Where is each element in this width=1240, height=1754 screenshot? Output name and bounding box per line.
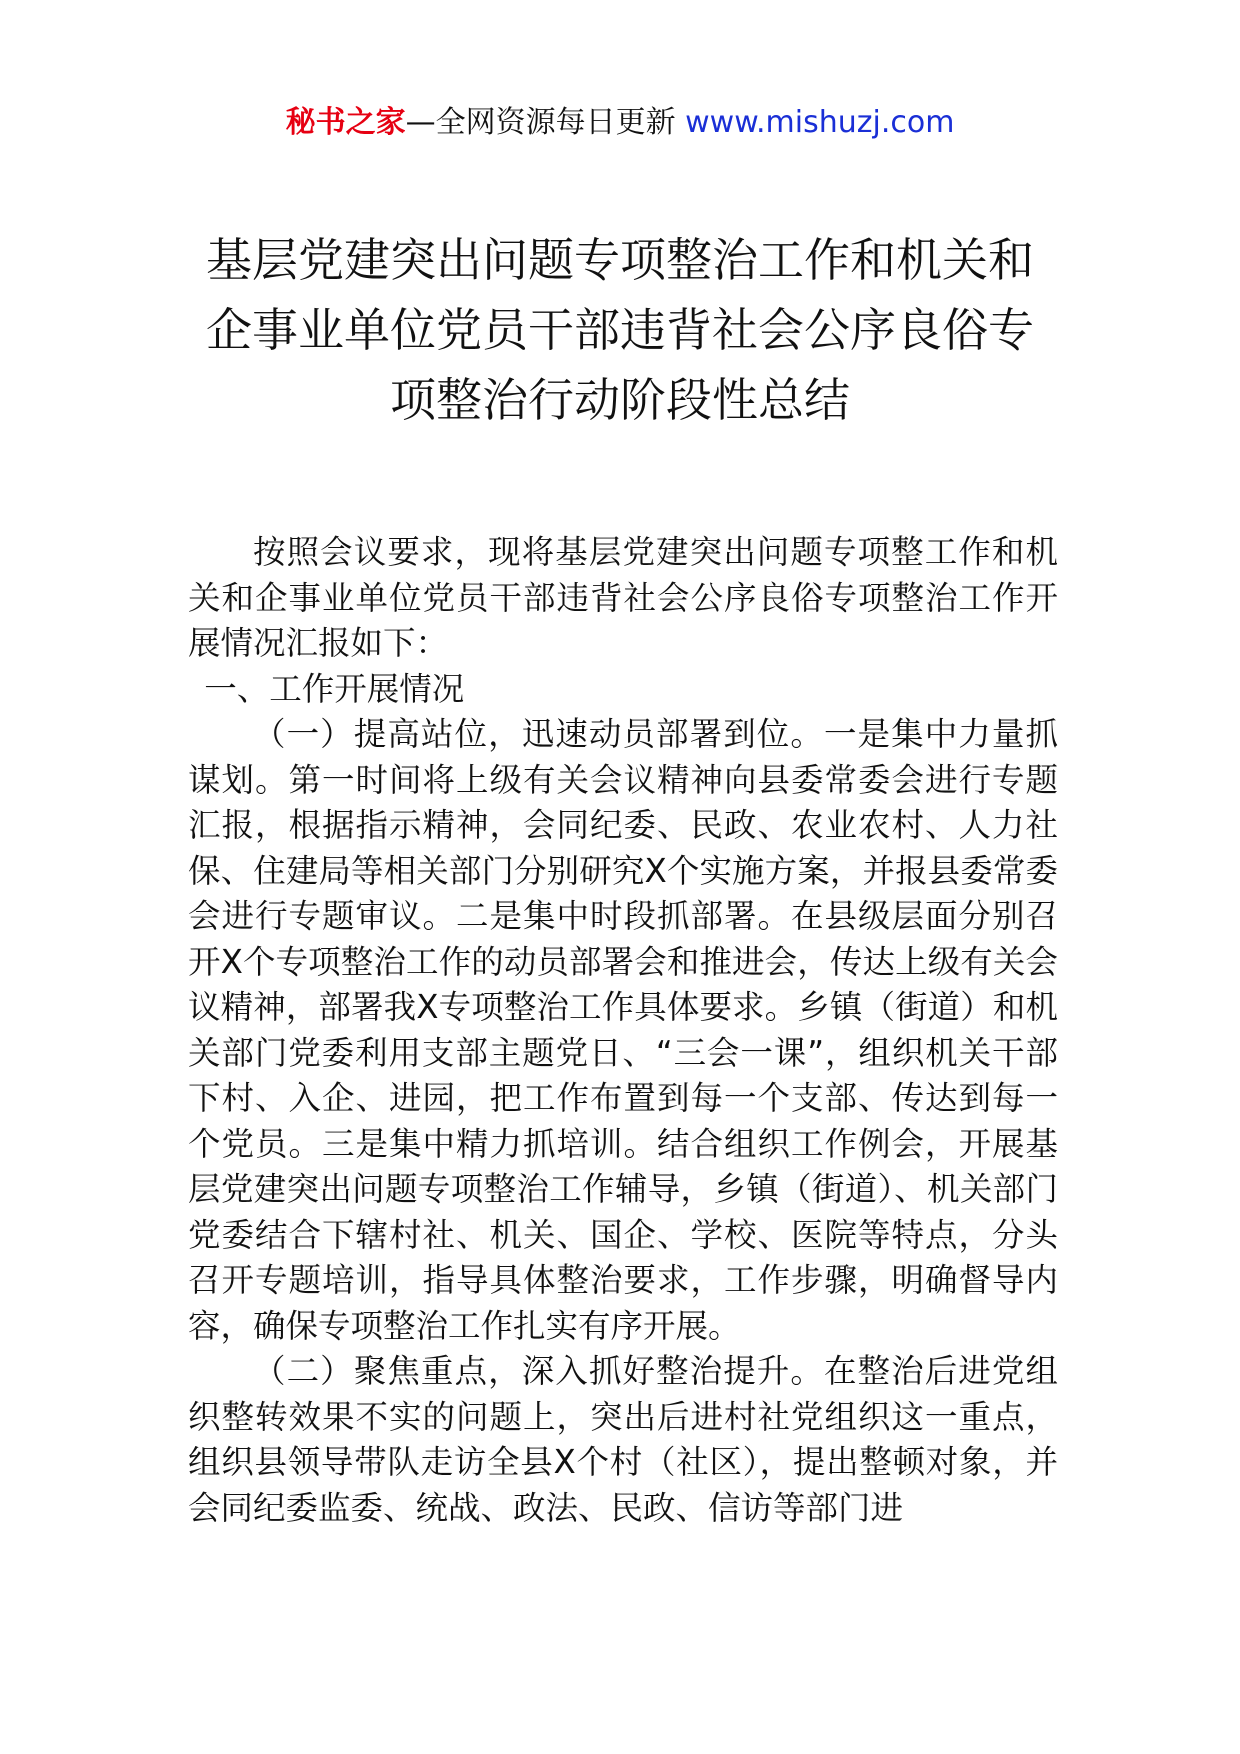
title-line: 项整治行动阶段性总结 [390,373,850,427]
intro-paragraph: 按照会议要求，现将基层党建突出问题专项整工作和机关和企事业单位党员干部违背社会公序良俗专项整治工作开展情况汇报如下： [188,533,1058,662]
body-paragraph: （二）聚焦重点，深入抓好整治提升。在整治后进党组织整转效果不实的问题上，突出后进村社党组织这一重点，组织县领导带队走访全县X个村（社区），提出整顿对象，并会同纪委监委、统战、政法、民政、信访等部门进 [188,1352,1058,1527]
title-line: 企事业单位党员干部违背社会公序良俗专 [206,303,1034,357]
site-url-link[interactable]: www.mishuzj.com [685,105,955,140]
document-body [188,530,1058,1531]
body-paragraph: （一）提高站位，迅速动员部署到位。一是集中力量抓谋划。第一时间将上级有关会议精神向县委常委会进行专题汇报，根据指示精神，会同纪委、民政、农业农村、人力社保、住建局等相关部门分别研究X个实施方案，并报县委常委会进行专题审议。二是集中时段抓部署。在县级层面分别召开X个专项整治工作的动员部署会和推进会，传达上级有关会议精神，部署我X专项整治工作具体要求。乡镇（街道）和机关部门党委利用支部主题党日、“三会一课”，组织机关干部下村、入企、进园，把工作布置到每一个支部、传达到每一个党员。三是集中精力抓培训。结合组织工作例会，开展基层党建突出问题专项整治工作辅导，乡镇（街道）、机关部门党委结合下辖村社、机关、国企、学校、医院等特点，分头召开专题培训，指导具体整治要求，工作步骤，明确督导内容，确保专项整治工作扎实有序开展。 [188,715,1058,1345]
header-slogan: —全网资源每日更新 [405,105,676,140]
site-header [0,100,1240,146]
document-title [150,225,1090,435]
title-line: 基层党建突出问题专项整治工作和机关和 [206,233,1034,287]
section-heading: 一、工作开展情况 [204,669,465,708]
brand-name: 秘书之家 [285,105,406,140]
